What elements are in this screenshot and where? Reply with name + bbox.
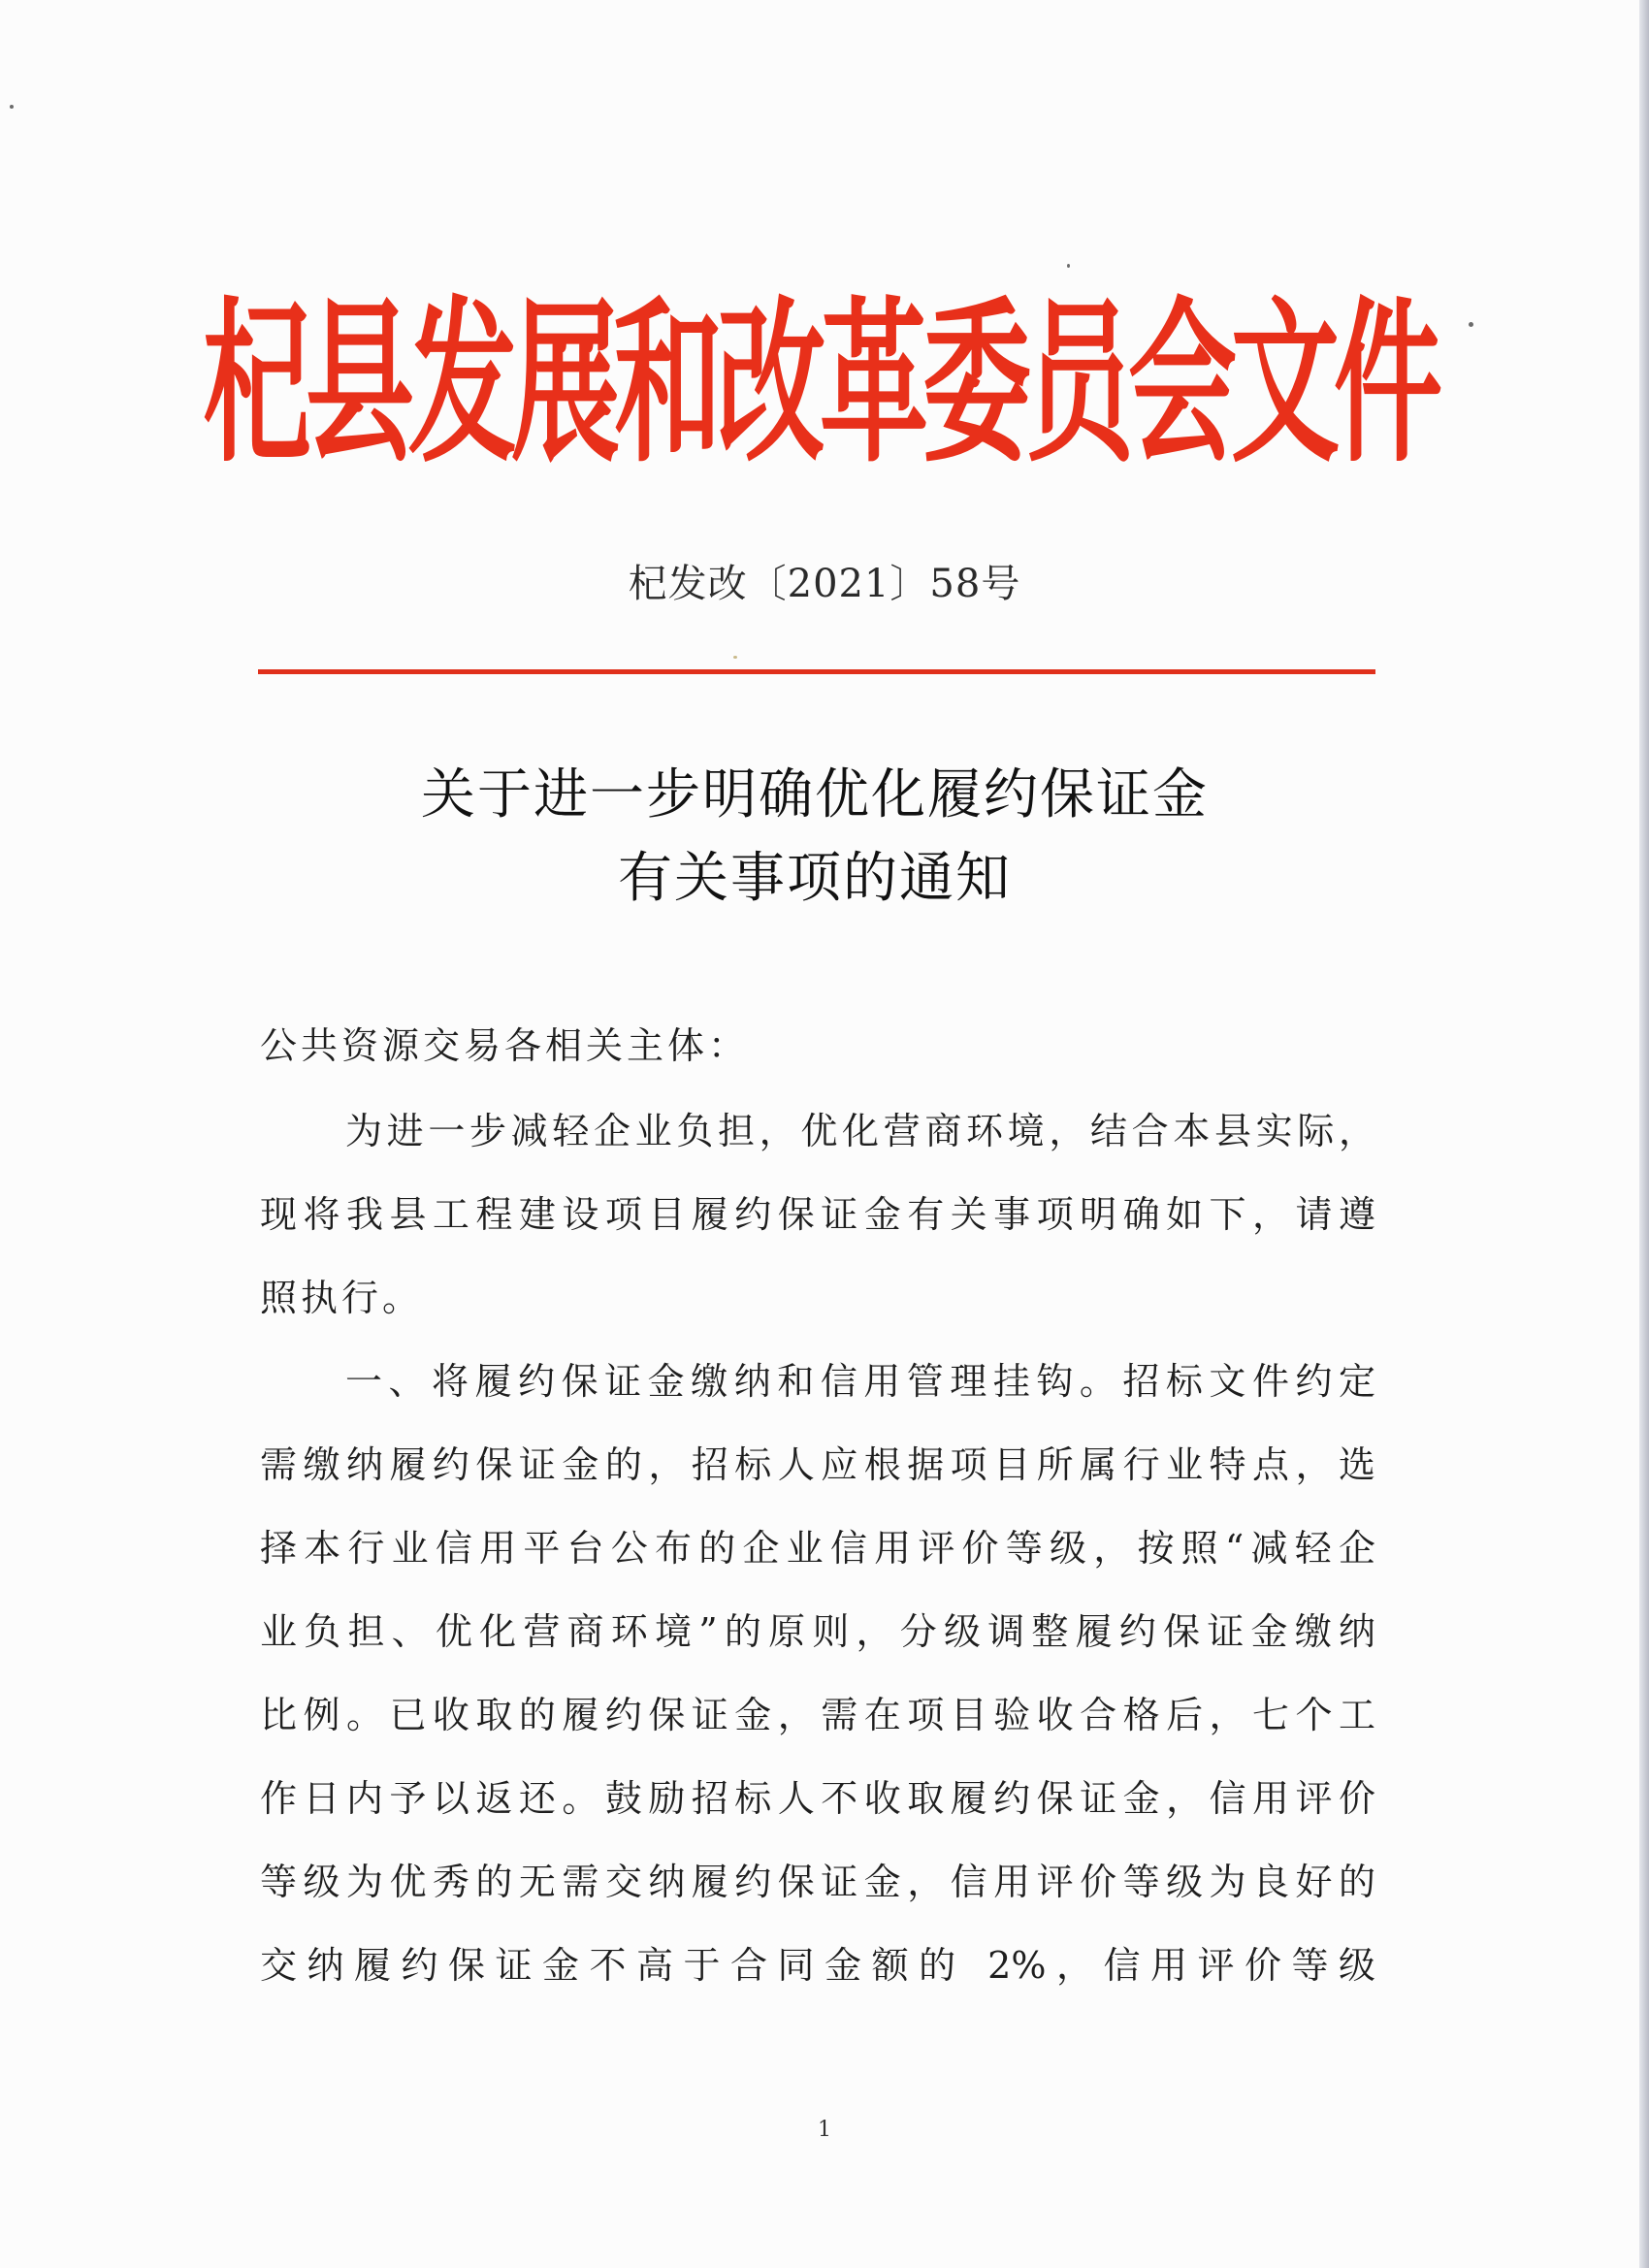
body-line: 业负担、优化营商环境”的原则，分级调整履约保证金缴纳	[260, 1610, 1375, 1653]
page-number: 1	[818, 2118, 831, 2142]
red-separator-line	[258, 669, 1375, 674]
body-line: 现将我县工程建设项目履约保证金有关事项明确如下，请遵	[260, 1193, 1375, 1236]
body-line: 为进一步减轻企业负担，优化营商环境，结合本县实际，	[345, 1110, 1375, 1152]
body-line: 需缴纳履约保证金的，招标人应根据项目所属行业特点，选	[260, 1443, 1375, 1486]
document-number: 杞发改〔2021〕58号	[628, 562, 1021, 606]
scan-edge-shadow	[1639, 0, 1649, 2268]
salutation: 公共资源交易各相关主体：	[260, 1024, 750, 1067]
body-line: 比例。已收取的履约保证金，需在项目验收合格后，七个工	[260, 1694, 1375, 1736]
body-line: 择本行业信用平台公布的企业信用评价等级，按照“减轻企	[260, 1527, 1375, 1570]
masthead-title: 杞县发展和改革委员会文件	[203, 282, 1437, 487]
scan-speck	[10, 105, 14, 109]
scan-speck	[1469, 322, 1473, 327]
body-line: 等级为优秀的无需交纳履约保证金，信用评价等级为良好的	[260, 1861, 1375, 1903]
body-line: 交纳履约保证金不高于合同金额的 2%，信用评价等级	[260, 1944, 1375, 1987]
notice-title-line-2: 有关事项的通知	[618, 847, 1012, 910]
body-line: 一、将履约保证金缴纳和信用管理挂钩。招标文件约定	[345, 1360, 1375, 1403]
body-line: 作日内予以返还。鼓励招标人不收取履约保证金，信用评价	[260, 1777, 1375, 1820]
notice-title-line-1: 关于进一步明确优化履约保证金	[421, 763, 1209, 826]
scan-speck	[733, 656, 737, 659]
body-line: 照执行。	[260, 1277, 424, 1319]
